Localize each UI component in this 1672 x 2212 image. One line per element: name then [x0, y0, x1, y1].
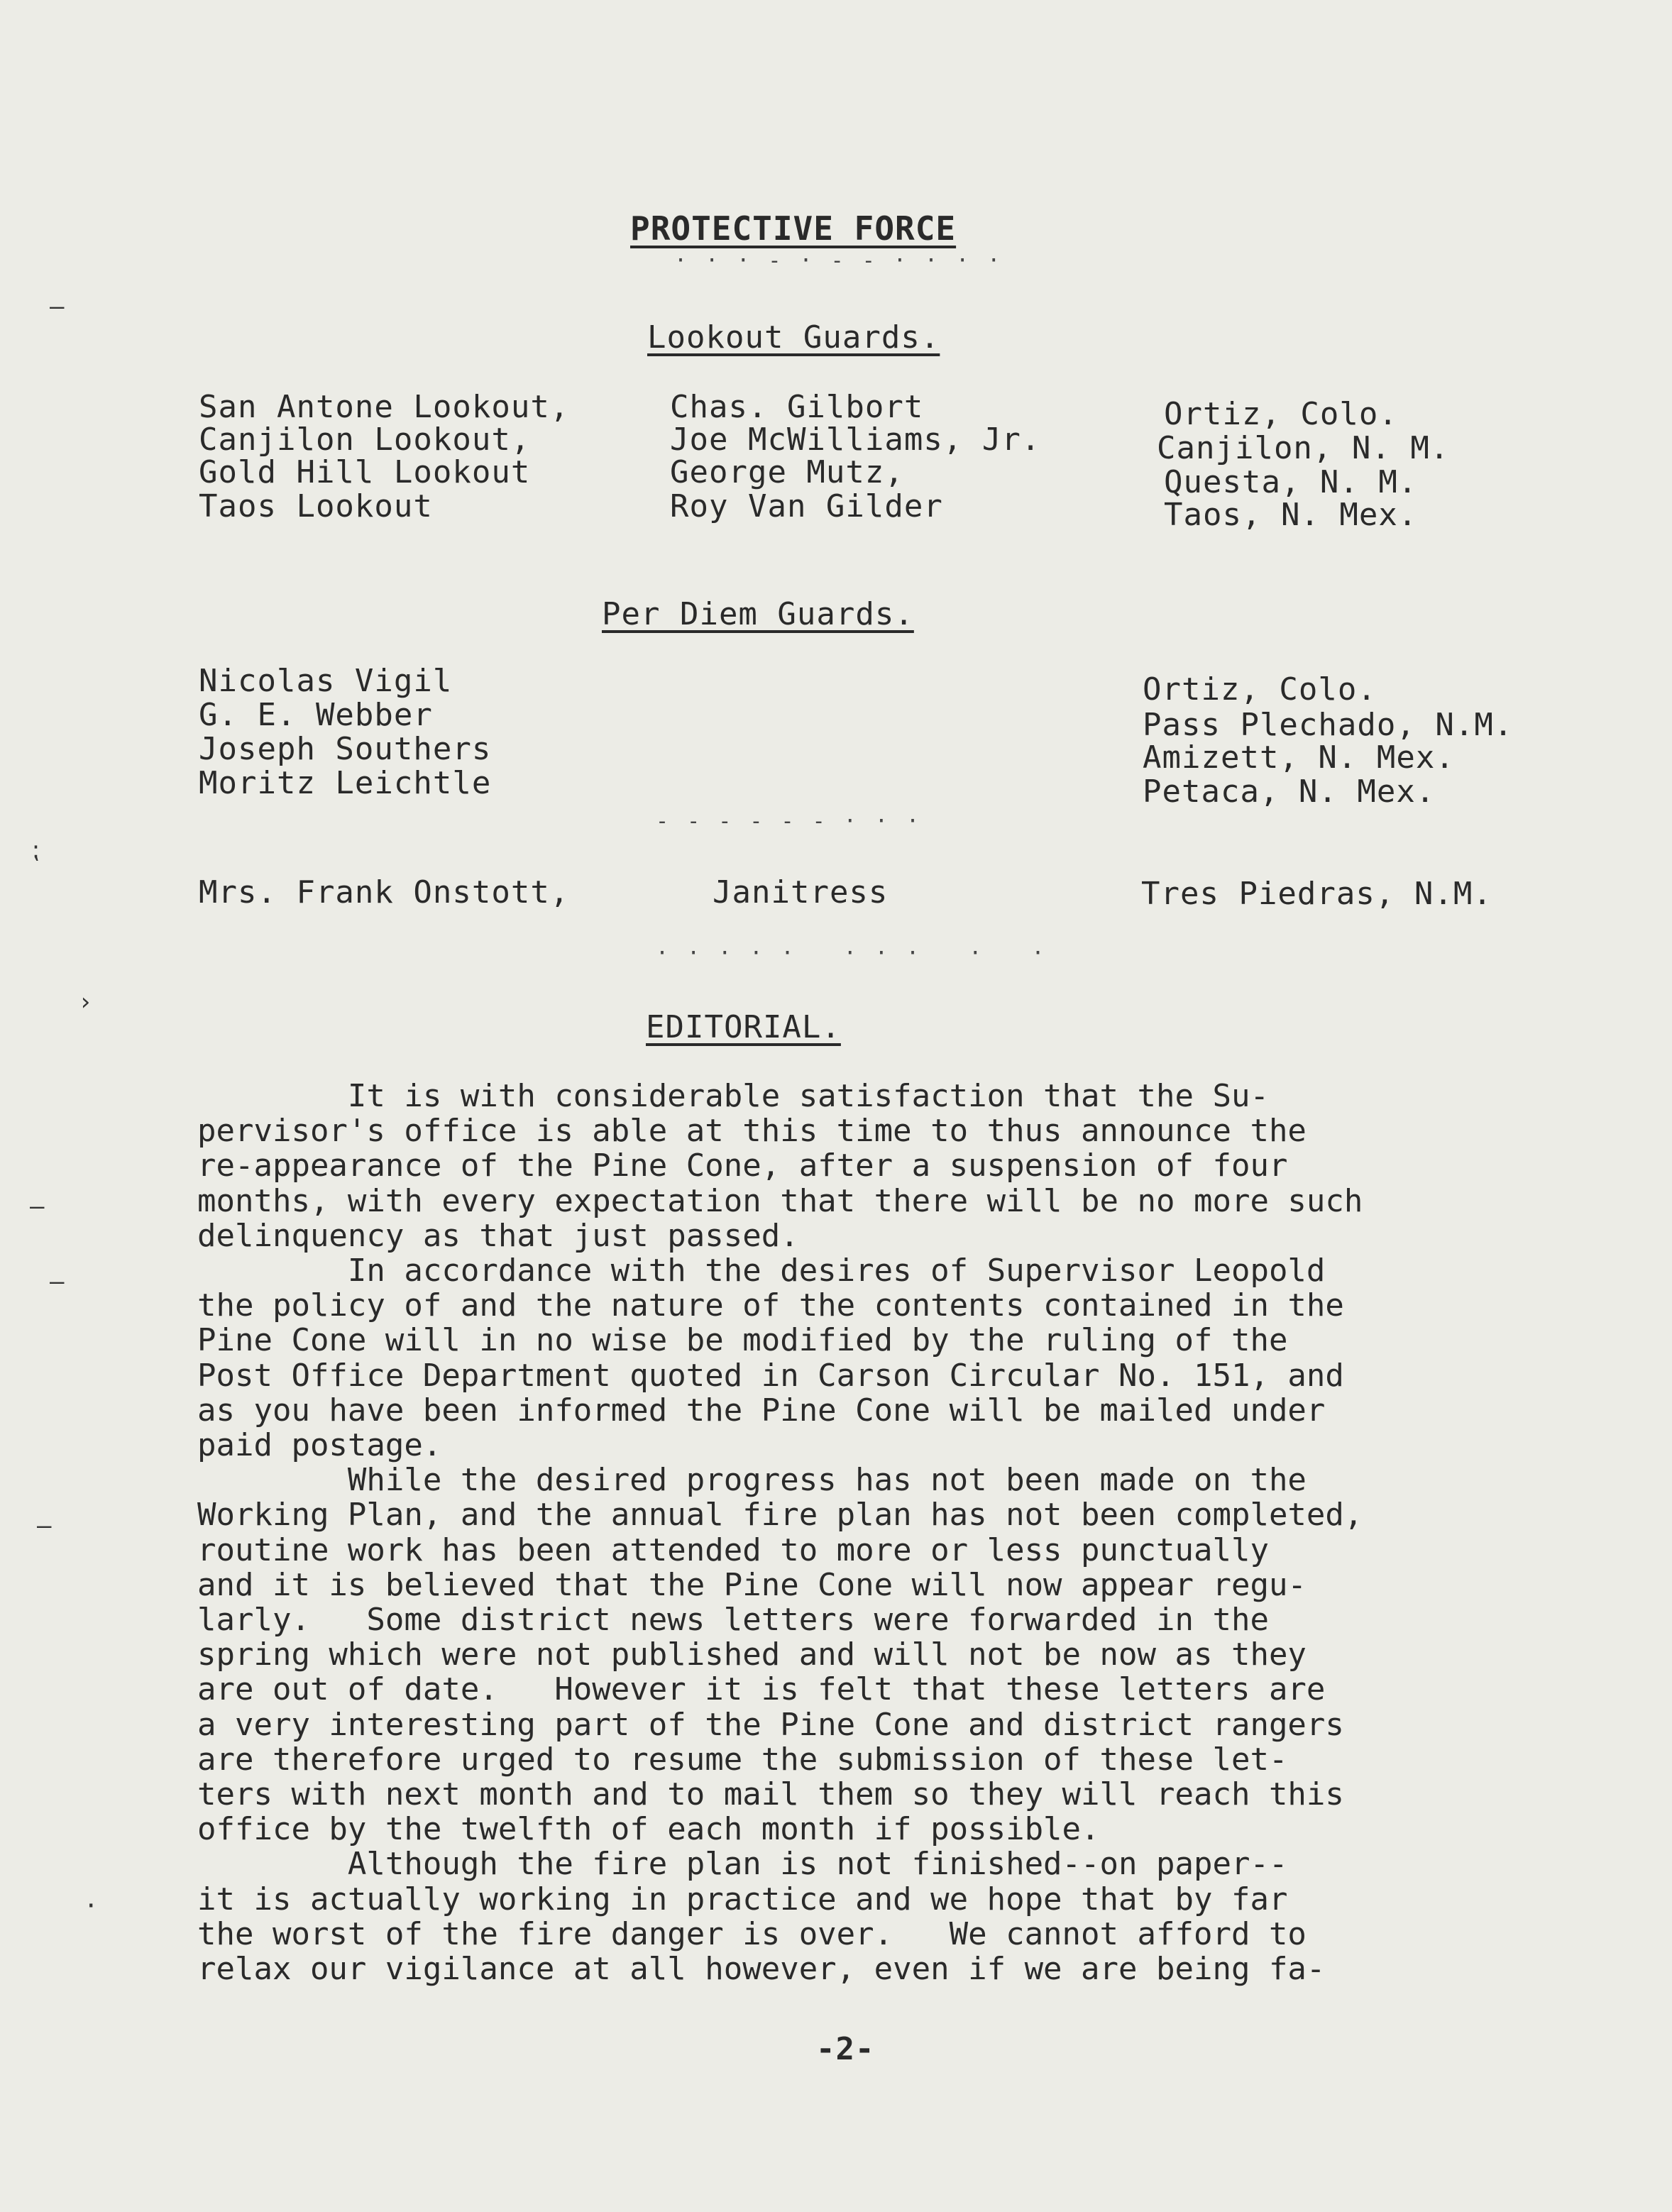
margin-mark: –: [37, 1512, 52, 1540]
janitress-place: Tres Piedras, N.M.: [1141, 876, 1492, 912]
section-divider: - - - - - - · · ·: [656, 809, 923, 834]
editorial-line: office by the twelfth of each month if possible.: [197, 1811, 1100, 1848]
per-diem-guards-heading: Per Diem Guards.: [602, 596, 914, 632]
per-diem-place: Ortiz, Colo.: [1143, 671, 1377, 708]
lookout-name: Chas. Gilbort: [670, 389, 924, 425]
lookout-post: Canjilon Lookout,: [199, 422, 531, 458]
per-diem-name: Moritz Leichtle: [199, 765, 492, 801]
editorial-line: Working Plan, and the annual fire plan has not been completed,: [197, 1497, 1363, 1534]
editorial-heading: EDITORIAL.: [646, 1009, 841, 1045]
editorial-line: delinquency as that just passed.: [197, 1217, 799, 1254]
editorial-line: pervisor's office is able at this time to thus announce the: [197, 1113, 1307, 1150]
editorial-line: are out of date. However it is felt that these letters are: [197, 1671, 1326, 1708]
editorial-line: ters with next month and to mail them so they will reach this: [197, 1776, 1344, 1813]
editorial-line: it is actually working in practice and we hope that by far: [197, 1881, 1288, 1917]
per-diem-place: Pass Plechado, N.M.: [1143, 707, 1514, 743]
lookout-post: Taos Lookout: [199, 488, 433, 524]
editorial-line: the policy of and the nature of the contents contained in the: [197, 1287, 1344, 1324]
margin-mark: ⁏: [31, 836, 40, 864]
janitress-name: Mrs. Frank Onstott,: [199, 874, 570, 910]
title-rule: · · · - · - - · · · ·: [674, 248, 1003, 273]
editorial-line: relax our vigilance at all however, even if we are being fa-: [197, 1951, 1326, 1988]
editorial-line: and it is believed that the Pine Cone will now appear regu-: [197, 1566, 1307, 1603]
lookout-post: San Antone Lookout,: [199, 389, 570, 425]
margin-mark: –: [30, 1192, 45, 1221]
margin-mark: ›: [78, 988, 93, 1016]
lookout-place: Taos, N. Mex.: [1164, 497, 1418, 533]
lookout-place: Ortiz, Colo.: [1164, 396, 1398, 432]
per-diem-place: Petaca, N. Mex.: [1143, 774, 1436, 810]
editorial-line: re-appearance of the Pine Cone, after a suspension of four: [197, 1148, 1288, 1184]
editorial-line: the worst of the fire danger is over. We cannot afford to: [197, 1915, 1307, 1952]
lookout-post: Gold Hill Lookout: [199, 454, 531, 490]
lookout-guards-heading: Lookout Guards.: [647, 319, 940, 356]
editorial-line: routine work has been attended to more or less punctually: [197, 1531, 1269, 1568]
section-divider: · · · · · · · · · ·: [656, 941, 1047, 966]
editorial-line: Although the fire plan is not finished--on paper--: [197, 1846, 1288, 1883]
editorial-line: It is with considerable satisfaction that the Su-: [197, 1078, 1269, 1114]
editorial-line: Pine Cone will in no wise be modified by the ruling of the: [197, 1322, 1288, 1359]
lookout-name: Roy Van Gilder: [670, 488, 943, 524]
editorial-line: months, with every expectation that there will be no more such: [197, 1182, 1363, 1219]
editorial-line: spring which were not published and will not be now as they: [197, 1636, 1307, 1673]
lookout-place: Questa, N. M.: [1164, 464, 1418, 500]
margin-mark: –: [50, 1267, 65, 1296]
editorial-line: are therefore urged to resume the submission of these let-: [197, 1741, 1288, 1778]
lookout-place: Canjilon, N. M.: [1157, 430, 1450, 466]
janitress-role: Janitress: [713, 874, 889, 910]
per-diem-name: G. E. Webber: [199, 697, 433, 733]
editorial-line: Post Office Department quoted in Carson Circular No. 151, and: [197, 1357, 1344, 1394]
editorial-line: In accordance with the desires of Supervisor Leopold: [197, 1253, 1326, 1289]
editorial-line: a very interesting part of the Pine Cone and district rangers: [197, 1706, 1344, 1743]
page-number: -2-: [816, 2031, 875, 2067]
lookout-name: Joe McWilliams, Jr.: [670, 422, 1041, 458]
editorial-line: as you have been informed the Pine Cone will be mailed under: [197, 1392, 1326, 1429]
per-diem-place: Amizett, N. Mex.: [1143, 739, 1455, 776]
editorial-line: paid postage.: [197, 1427, 442, 1464]
margin-mark: ·: [84, 1892, 99, 1920]
editorial-line: larly. Some district news letters were forwarded in the: [197, 1602, 1269, 1639]
editorial-body: [197, 1079, 1546, 1986]
lookout-name: George Mutz,: [670, 454, 904, 490]
per-diem-name: Joseph Southers: [199, 731, 492, 767]
margin-mark: –: [50, 292, 65, 321]
editorial-line: While the desired progress has not been made on the: [197, 1462, 1307, 1499]
page-title: PROTECTIVE FORCE: [630, 209, 957, 248]
per-diem-name: Nicolas Vigil: [199, 663, 453, 699]
